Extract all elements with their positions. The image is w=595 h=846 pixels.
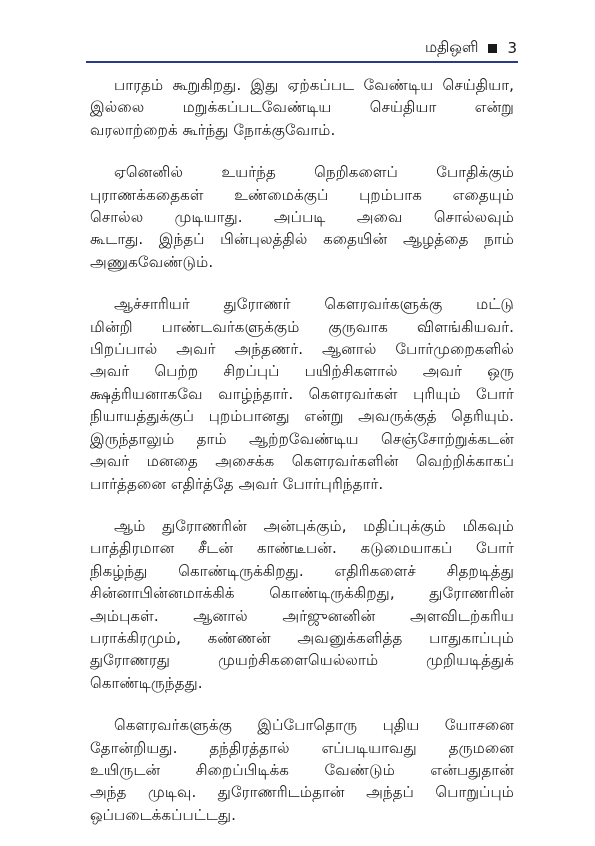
text-line: தோன்றியது. தந்திரத்தால் எப்படியாவது தருமனை bbox=[90, 738, 514, 757]
paragraph bbox=[90, 161, 514, 273]
paragraph bbox=[90, 515, 514, 694]
page-number: 3 bbox=[507, 39, 517, 57]
text-line: கொண்டிருந்தது. bbox=[90, 673, 203, 692]
text-line: ஒப்படைக்கப்பட்டது. bbox=[90, 805, 236, 824]
text-line: பிறப்பால் அவர் அந்தணர். ஆனால் போர்முறைகளில் bbox=[90, 340, 514, 359]
paragraph bbox=[90, 74, 514, 141]
text-line: கௌரவர்களுக்கு இப்போதொரு புதிய யோசனை bbox=[114, 716, 514, 735]
text-line: கூடாது. இந்தப் பின்புலத்தில் கதையின் ஆழத்தை நாம் bbox=[90, 230, 514, 249]
text-line: ஆம் துரோணரின் அன்புக்கும், மதிப்புக்கும் மிகவும் bbox=[114, 516, 514, 535]
page-body bbox=[90, 74, 514, 846]
text-line: பராக்கிரமும், கண்ணன் அவனுக்களித்த பாதுகாப்பும் bbox=[90, 628, 514, 647]
text-line: மின்றி பாண்டவர்களுக்கும் குருவாக விளங்கியவர். bbox=[90, 317, 514, 336]
paragraph bbox=[90, 714, 514, 826]
running-header bbox=[425, 38, 517, 58]
text-line: இருந்தாலும் தாம் ஆற்றவேண்டிய செஞ்சோற்றுக்கடன் bbox=[90, 429, 514, 448]
book-title: மதிஒளி bbox=[424, 38, 479, 56]
text-line: அணுகவேண்டும். bbox=[90, 252, 214, 271]
text-line: பாத்திரமான சீடன் காண்டீபன். கடுமையாகப் போர் bbox=[90, 539, 514, 558]
text-line: நிகழ்ந்து கொண்டிருக்கிறது. எதிரிகளைச் சிதறடித்து bbox=[90, 561, 514, 580]
text-line: பார்த்தனை எதிர்த்தே அவர் போர்புரிந்தார். bbox=[90, 474, 384, 493]
text-line: உயிருடன் சிறைப்பிடிக்க வேண்டும் என்பதுதான் bbox=[90, 760, 514, 779]
text-line: இல்லை மறுக்கப்படவேண்டிய செய்தியா என்று bbox=[90, 98, 514, 117]
text-line: அந்த முடிவு. துரோணரிடம்தான் அந்தப் பொறுப்பும் bbox=[90, 783, 514, 802]
text-line: துரோணரது முயற்சிகளையெல்லாம் முறியடித்துக் bbox=[90, 651, 514, 670]
header-divider bbox=[86, 61, 518, 63]
text-line: வரலாற்றைக் கூர்ந்து நோக்குவோம். bbox=[90, 120, 336, 139]
text-line: அவர் மனதை அசைக்க கௌரவர்களின் வெற்றிக்காகப் bbox=[90, 452, 514, 471]
text-line: புராணக்கதைகள் உண்மைக்குப் புறம்பாக எதையும் bbox=[90, 185, 514, 204]
square-bullet-icon bbox=[488, 44, 497, 53]
text-line: சின்னாபின்னமாக்கிக் கொண்டிருக்கிறது, துரோணரின் bbox=[90, 584, 514, 603]
text-line: நியாயத்துக்குப் புறம்பானது என்று அவருக்குத் தெரியும். bbox=[90, 407, 514, 426]
text-line: ஏனெனில் உயர்ந்த நெறிகளைப் போதிக்கும் bbox=[114, 163, 514, 182]
text-line: அவர் பெற்ற சிறப்புப் பயிற்சிகளால் அவர் ஒரு bbox=[90, 362, 514, 381]
text-line: அம்புகள். ஆனால் அர்ஜுனனின் அளவிடற்கரிய bbox=[90, 606, 514, 625]
text-line: சொல்ல முடியாது. அப்படி அவை சொல்லவும் bbox=[90, 208, 514, 227]
text-line: ஆச்சாரியர் துரோணர் கௌரவர்களுக்கு மட்டு bbox=[114, 295, 514, 314]
text-line: பாரதம் கூறுகிறது. இது ஏற்கப்பட வேண்டிய செய்தியா, bbox=[114, 76, 514, 94]
paragraph bbox=[90, 293, 514, 495]
text-line: க்ஷத்ரியனாகவே வாழ்ந்தார். கௌரவர்கள் புரியும் போர் bbox=[90, 384, 514, 403]
